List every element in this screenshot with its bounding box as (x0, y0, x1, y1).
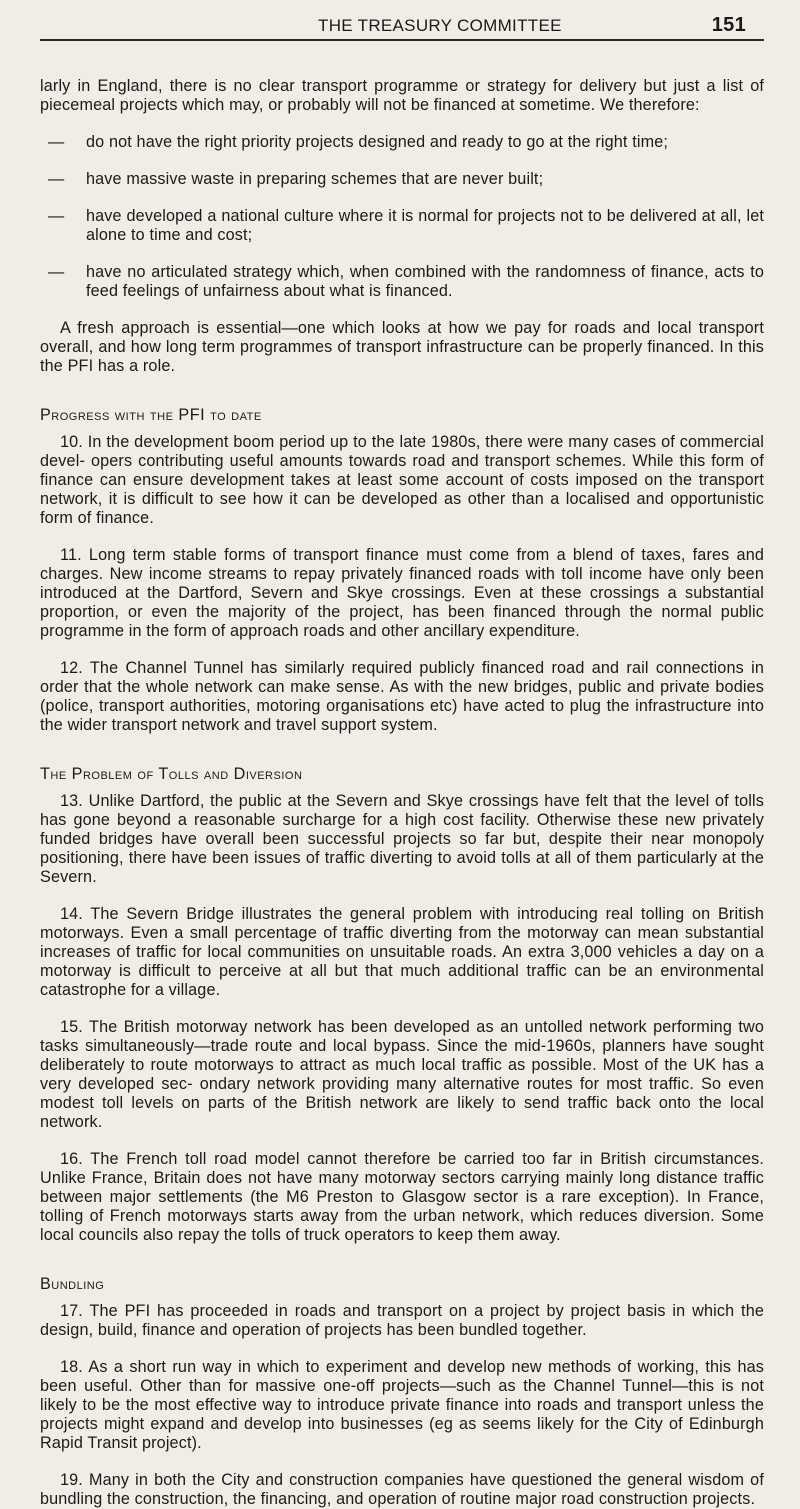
list-item (40, 263, 764, 301)
dash-marker: — (48, 263, 65, 281)
section-heading: Progress with the PFI to date (40, 406, 262, 424)
paragraph-15: 15. The British motorway network has been developed as an untolled network performing two tasks simultaneously—trade route and local bypass. Since the mid-1960s, planners have sought deliberately to route motorways to attract as much local traffic as possible. Most of the UK has a very developed sec- ondary network providing many alternative routes for most traffic. So even modest toll levels on parts of the British network are likely to send traffic back onto the local network. (40, 1018, 764, 1131)
section-heading: The Problem of Tolls and Diversion (40, 765, 303, 783)
body-text (40, 77, 764, 1509)
dash-marker: — (48, 207, 65, 225)
dash-marker: — (48, 170, 65, 188)
paragraph-16: 16. The French toll road model cannot therefore be carried too far in British circumstances. Unlike France, Britain does not have many motorway sectors carrying mainly long distance traffic between major settlements (the M6 Preston to Glasgow sector is a rare exception). In France, tolling of French motorways starts away from the urban network, which reduces diversion. Some local councils also repay the tolls of truck operators to keep them away. (40, 1150, 764, 1244)
paragraph-11: 11. Long term stable forms of transport finance must come from a blend of taxes, fares and charges. New income streams to repay privately financed roads with toll income have only been introduced at the Dartford, Severn and Skye crossings. Even at these crossings a substantial proportion, or even the majority of the project, has been financed through the normal public programme in the form of approach roads and other ancillary expenditure. (40, 546, 764, 640)
header-rule (40, 39, 764, 41)
list-item-text: have no articulated strategy which, when combined with the randomness of finance, acts to feed feelings of unfairness about what is financed. (86, 263, 764, 300)
section-heading: Bundling (40, 1275, 105, 1293)
paragraph-14: 14. The Severn Bridge illustrates the general problem with introducing real tolling on British motorways. Even a small percentage of traffic diverting from the motorway can mean substantial increases of traffic for local communities on unsuitable roads. An extra 3,000 vehicles a day on a motorway is difficult to perceive at all but that much additional traffic can be an environmental catastrophe for a village. (40, 905, 764, 999)
page-number: 151 (711, 14, 746, 36)
intro-continuation: larly in England, there is no clear transport programme or strategy for delivery but just a list of piecemeal projects which may, or probably will not be financed at sometime. We therefore: (40, 77, 764, 114)
paragraph-10: 10. In the development boom period up to the late 1980s, there were many cases of commercial devel- opers contributing useful amounts towards road and transport schemes. While this form of finance can ensure development takes at least some account of costs imposed on the transport network, it is difficult to see how it can be developed as other than a localised and opportunistic form of finance. (40, 433, 764, 527)
running-header (40, 14, 764, 37)
list-item-text: have massive waste in preparing schemes that are never built; (86, 170, 544, 188)
paragraph-18: 18. As a short run way in which to experiment and develop new methods of working, this has been useful. Other than for massive one-off projects—such as the Channel Tunnel—this is not likely to be the most effective way to introduce private finance into roads and transport unless the projects might expand and develop into businesses (eg as seems likely for the City of Edinburgh Rapid Transit project). (40, 1358, 764, 1452)
list-item-text: do not have the right priority projects designed and ready to go at the right time; (86, 133, 669, 151)
dash-marker: — (48, 133, 65, 151)
paragraph-12: 12. The Channel Tunnel has similarly required publicly financed road and rail connections in order that the whole network can make sense. As with the new bridges, public and private bodies (police, transport authorities, motoring organisations etc) have acted to plug the infrastructure into the wider transport network and travel support system. (40, 659, 764, 734)
list-item (40, 207, 764, 245)
intro-closing-paragraph: A fresh approach is essential—one which looks at how we pay for roads and local transport overall, and how long term programmes of transport infrastructure can be properly financed. In this the PFI has a role. (40, 319, 764, 375)
list-item-text: have developed a national culture where it is normal for projects not to be delivered at all, let alone to time and cost; (86, 207, 764, 244)
list-item (40, 170, 764, 189)
list-item (40, 133, 764, 152)
paragraph-13: 13. Unlike Dartford, the public at the Severn and Skye crossings have felt that the level of tolls has gone beyond a reasonable surcharge for a high cost facility. Otherwise these new privately funded bridges have overall been successful projects so far but, despite their near monopoly positioning, there have been issues of traffic diverting to avoid tolls at all of them particularly at the Severn. (40, 792, 764, 886)
paragraph-17: 17. The PFI has proceeded in roads and transport on a project by project basis in which the design, build, finance and operation of projects has been bundled together. (40, 1302, 764, 1339)
running-title: THE TREASURY COMMITTEE (318, 16, 562, 35)
paragraph-19: 19. Many in both the City and construction companies have questioned the general wisdom of bundling the construction, the financing, and operation of routine major road construction projects. (40, 1471, 764, 1508)
